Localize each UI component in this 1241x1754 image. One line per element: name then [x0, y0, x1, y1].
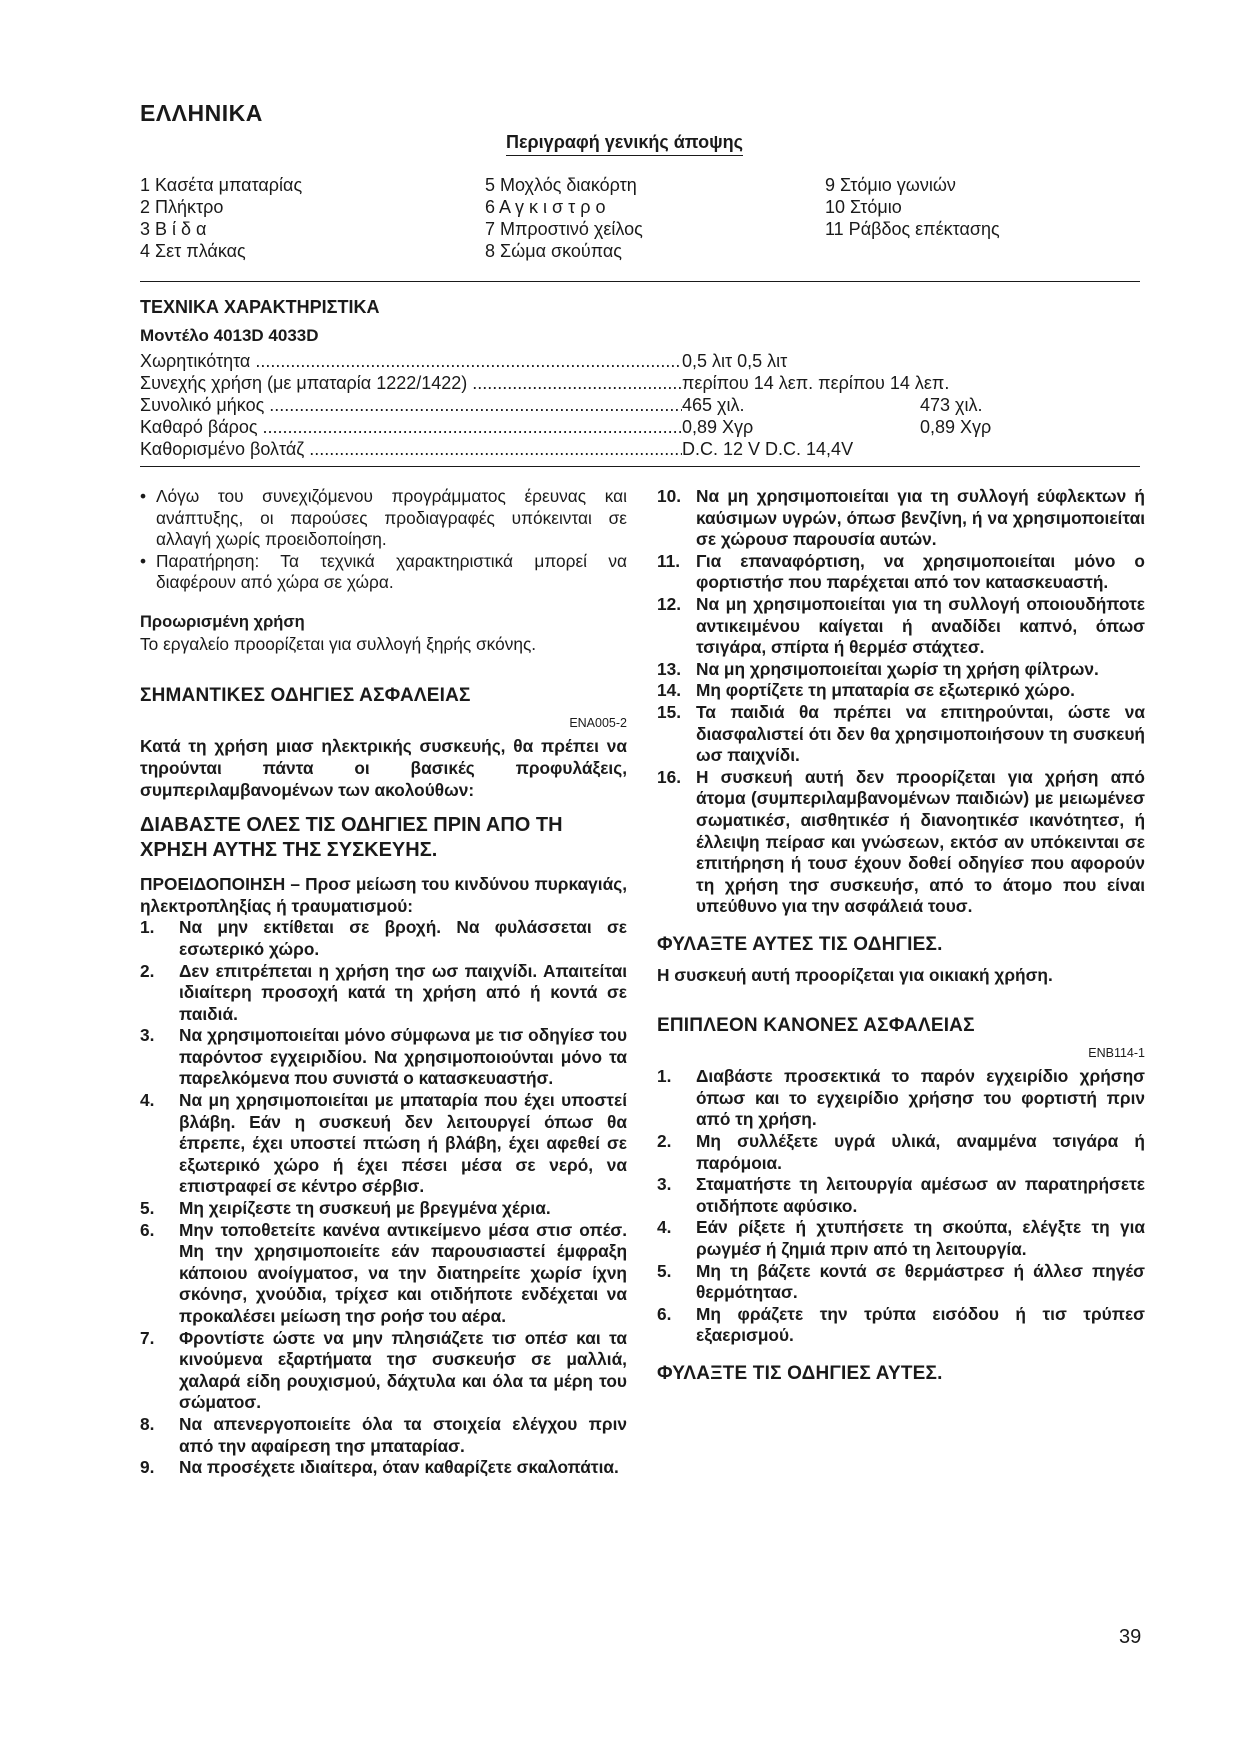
spec-note: • Λόγω του συνεχιζόμενου προγράμματος έρευνας και ανάπτυξης, οι παρούσες προδιαγραφές υπόκεινται σε αλλαγή χωρίς προειδοποίηση. [140, 486, 627, 551]
part-item: 1 Κασέτα μπαταρίας [140, 175, 303, 195]
spec-label: Συνεχής χρήση (με μπαταρία 1222/1422) ..... [140, 372, 682, 394]
list-item: 12. Να μη χρησιμοποιείται για τη συλλογή οποιουδήποτε αντικειμένου καίγεται ή αναδίδει καπνό, όπωσ τσιγάρα, σπίρτα ή θερμέσ στάχτεσ. [657, 593, 1145, 658]
spec-label: Συνολικό μήκος ..... [140, 394, 682, 416]
part-item: 3 Β ί δ α [140, 219, 207, 239]
safety-title: ΣΗΜΑΝΤΙΚΕΣ ΟΔΗΓΙΕΣ ΑΣΦΑΛΕΙΑΣ [140, 685, 471, 707]
safety-code: ENA005-2 [569, 715, 627, 730]
additional-safety-title: ΕΠΙΠΛΕΟΝ ΚΑΝΟΝΕΣ ΑΣΦΑΛΕΙΑΣ [657, 1015, 975, 1037]
spec-value: 465 χιλ. [682, 395, 745, 415]
list-item: 8. Να απενεργοποιείτε όλα τα στοιχεία ελέγχου πριν από την αφαίρεση τησ μπαταρίασ. [140, 1413, 627, 1456]
list-item: 10. Να μη χρησιμοποιείται για τη συλλογή εύφλεκτων ή καύσιμων υγρών, όπωσ βενζίνη, ή να χρησιμοποιείται σε χώρουσ παρουσία αυτών. [657, 486, 1145, 550]
part-item: 9 Στόμιο γωνιών [825, 175, 956, 195]
page-number: 39 [1119, 1626, 1142, 1648]
household-note: Η συσκευή αυτή προορίζεται για οικιακή χρήση. [657, 965, 1053, 986]
language-heading: ΕΛΛΗΝΙΚΑ [140, 100, 263, 126]
spec-value: περίπου 14 λεπ. περίπου 14 λεπ. [682, 373, 950, 393]
safety-list [140, 917, 627, 1478]
spec-note: • Παρατήρηση: Τα τεχνικά χαρακτηριστικά μπορεί να διαφέρουν από χώρα σε χώρα. [140, 551, 627, 594]
part-item: 4 Σετ πλάκας [140, 241, 246, 261]
divider [140, 466, 1140, 467]
spec-label: Χωρητικότητα ..... [140, 350, 682, 372]
list-item: 7. Φροντίστε ώστε να μην πλησιάζετε τισ οπέσ και τα κινούμενα εξαρτήματα τησ συσκευήσ σε μαλλιά, χαλαρά είδη ρουχισμού, δάχτυλα και όλα τα μέρη του σώματοσ. [140, 1327, 627, 1413]
parts-column-3 [825, 174, 1000, 240]
additional-safety-code: ENB114-1 [1088, 1045, 1145, 1060]
spec-row [140, 438, 853, 460]
list-item: 3. Να χρησιμοποιείται μόνο σύμφωνα με τισ οδηγίεσ του παρόντοσ εγχειριδίου. Να χρησιμοποιούνται μόνο τα παρελκόμενα που συνιστά ο κατασκευαστήσ. [140, 1025, 627, 1089]
list-item: 3. Σταματήστε τη λειτουργία αμέσωσ αν παρατηρήσετε οτιδήποτε αφύσικο. [657, 1174, 1145, 1216]
safety-list-continued [657, 486, 1145, 918]
part-item: 7 Μπροστινό χείλος [485, 219, 643, 239]
part-item: 11 Ράβδος επέκτασης [825, 219, 1000, 239]
part-item: 5 Μοχλός διακόρτη [485, 175, 637, 195]
intended-use-text: Το εργαλείο προορίζεται για συλλογή ξηρής σκόνης. [140, 633, 537, 654]
list-item: 16. Η συσκευή αυτή δεν προορίζεται για χρήση από άτομα (συμπεριλαμβανομένων παιδιών) με μειωμένεσ σωματικέσ, αισθητικέσ ή διανοητικέσ ικανότητεσ, ή έλλειψη πείρασ και γνώσεων, εκτόσ αν υπόκεινται σε επιτήρηση ή τουσ έχουν δοθεί οδηγίεσ που αφορούν τη χρήση τησ συσκευήσ, από το άτομο που είναι υπεύθυνο για την ασφάλειά τουσ. [657, 766, 1145, 917]
spec-label: Καθορισμένο βολτάζ ..... [140, 438, 682, 460]
list-item: 15. Τα παιδιά θα πρέπει να επιτηρούνται, ώστε να διασφαλιστεί ότι δεν θα χρησιμοποιήσουν τη συσκευή ωσ παιχνίδι. [657, 701, 1145, 766]
spec-row [140, 350, 787, 372]
save-instructions-heading: ΦΥΛΑΞΤΕ ΑΥΤΕΣ ΤΙΣ ΟΔΗΓΙΕΣ. [657, 933, 943, 955]
part-item: 10 Στόμιο [825, 197, 902, 217]
part-item: 6 Α γ κ ι σ τ ρ ο [485, 197, 606, 217]
additional-safety-list [657, 1066, 1145, 1347]
warning-text: ΠΡΟΕΙΔΟΠΟΙΗΣΗ – Προσ μείωση του κινδύνου πυρκαγιάς, ηλεκτροπληξίας ή τραυματισμού: [140, 874, 627, 916]
safety-intro: Κατά τη χρήση μιασ ηλεκτρικής συσκευής, θα πρέπει να τηρούνται πάντα οι βασικές προφυλάξεις, συμπεριλαμβανομένων των ακολούθων: [140, 736, 627, 800]
overview-title: Περιγραφή γενικής άποψης [506, 132, 743, 156]
list-item: 9. Να προσέχετε ιδιαίτερα, όταν καθαρίζετε σκαλοπάτια. [140, 1457, 619, 1478]
save-instructions-heading-2: ΦΥΛΑΞΤΕ ΤΙΣ ΟΔΗΓΙΕΣ ΑΥΤΕΣ. [657, 1362, 943, 1384]
spec-value: 0,5 λιτ 0,5 λιτ [682, 351, 788, 371]
list-item: 6. Μη φράζετε την τρύπα εισόδου ή τισ τρύπεσ εξαερισμού. [657, 1303, 1145, 1346]
intended-use-title: Προωρισμένη χρήση [140, 612, 305, 631]
spec-value: 0,89 Χγρ [682, 417, 754, 437]
spec-row [140, 416, 992, 438]
list-item: 4. Εάν ρίξετε ή χτυπήσετε τη σκούπα, ελέγξτε τη για ρωγμέσ ή ζημιά πριν από τη λειτουργία. [657, 1217, 1145, 1259]
parts-column-2 [485, 174, 643, 262]
spec-row [140, 372, 949, 394]
spec-label: Καθαρό βάρος ..... [140, 416, 682, 438]
part-item: 2 Πλήκτρο [140, 197, 224, 217]
divider [140, 281, 1140, 282]
list-item: 5. Μη χειρίζεστε τη συσκευή με βρεγμένα χέρια. [140, 1198, 551, 1219]
spec-value: D.C. 12 V D.C. 14,4V [682, 439, 854, 459]
list-item: 13. Να μη χρησιμοποιείται χωρίσ τη χρήση φίλτρων. [657, 658, 1099, 679]
right-column [657, 486, 1145, 1385]
specs-title: ΤΕΧΝΙΚΑ ΧΑΡΑΚΤΗΡΙΣΤΙΚΑ [140, 297, 380, 317]
specs-model-line: Μοντέλο 4013D 4033D [140, 326, 319, 345]
list-item: 2. Δεν επιτρέπεται η χρήση τησ ωσ παιχνίδι. Απαιτείται ιδιαίτερη προσοχή κατά τη χρήση από ή κοντά σε παιδιά. [140, 960, 627, 1024]
list-item: 1. Να μην εκτίθεται σε βροχή. Να φυλάσσεται σε εσωτερικό χώρο. [140, 917, 627, 959]
parts-column-1 [140, 174, 302, 262]
read-all-heading: ΔΙΑΒΑΣΤΕ ΟΛΕΣ ΤΙΣ ΟΔΗΓΙΕΣ ΠΡΙΝ ΑΠΟ ΤΗ ΧΡΗΣΗ ΑΥΤΗΣ ΤΗΣ ΣΥΣΚΕΥΗΣ. [140, 814, 563, 862]
part-item: 8 Σώμα σκούπας [485, 241, 622, 261]
spec-value-2: 0,89 Χγρ [920, 417, 992, 437]
list-item: 5. Μη τη βάζετε κοντά σε θερμάστρεσ ή άλλεσ πηγέσ θερμότητασ. [657, 1260, 1145, 1303]
left-column [140, 486, 627, 1479]
spec-row [140, 394, 983, 416]
list-item: 11. Για επαναφόρτιση, να χρησιμοποιείται μόνο ο φορτιστήσ που παρέχεται από τον κατασκευαστή. [657, 550, 1145, 593]
list-item: 1. Διαβάστε προσεκτικά το παρόν εγχειρίδιο χρήσησ όπωσ και το εγχειρίδιο χρήσησ του φορτιστή πριν από τη χρήση. [657, 1066, 1145, 1130]
list-item: 6. Μην τοποθετείτε κανένα αντικείμενο μέσα στισ οπέσ. Μη την χρησιμοποιείτε εάν παρουσιαστεί έμφραξη κάποιου ανοίγματοσ, να την διατηρείτε χωρίσ ίχνη σκόνησ, χνούδια, τρίχεσ και οτιδήποτε ενδέχεται να προκαλέσει μείωση τησ ροήσ του αέρα. [140, 1219, 627, 1326]
list-item: 2. Μη συλλέξετε υγρά υλικά, αναμμένα τσιγάρα ή παρόμοια. [657, 1131, 1145, 1173]
spec-value-2: 473 χιλ. [920, 395, 983, 415]
list-item: 4. Να μη χρησιμοποιείται με μπαταρία που έχει υποστεί βλάβη. Εάν η συσκευή δεν λειτουργεί όπωσ θα έπρεπε, έχει υποστεί πτώση ή βλάβη, έχει αφεθεί σε εξωτερικό χώρο ή έχει πέσει μέσα σε νερό, να επιστραφεί σε κέντρο σέρβισ. [140, 1090, 627, 1197]
list-item: 14. Μη φορτίζετε τη μπαταρία σε εξωτερικό χώρο. [657, 680, 1075, 701]
